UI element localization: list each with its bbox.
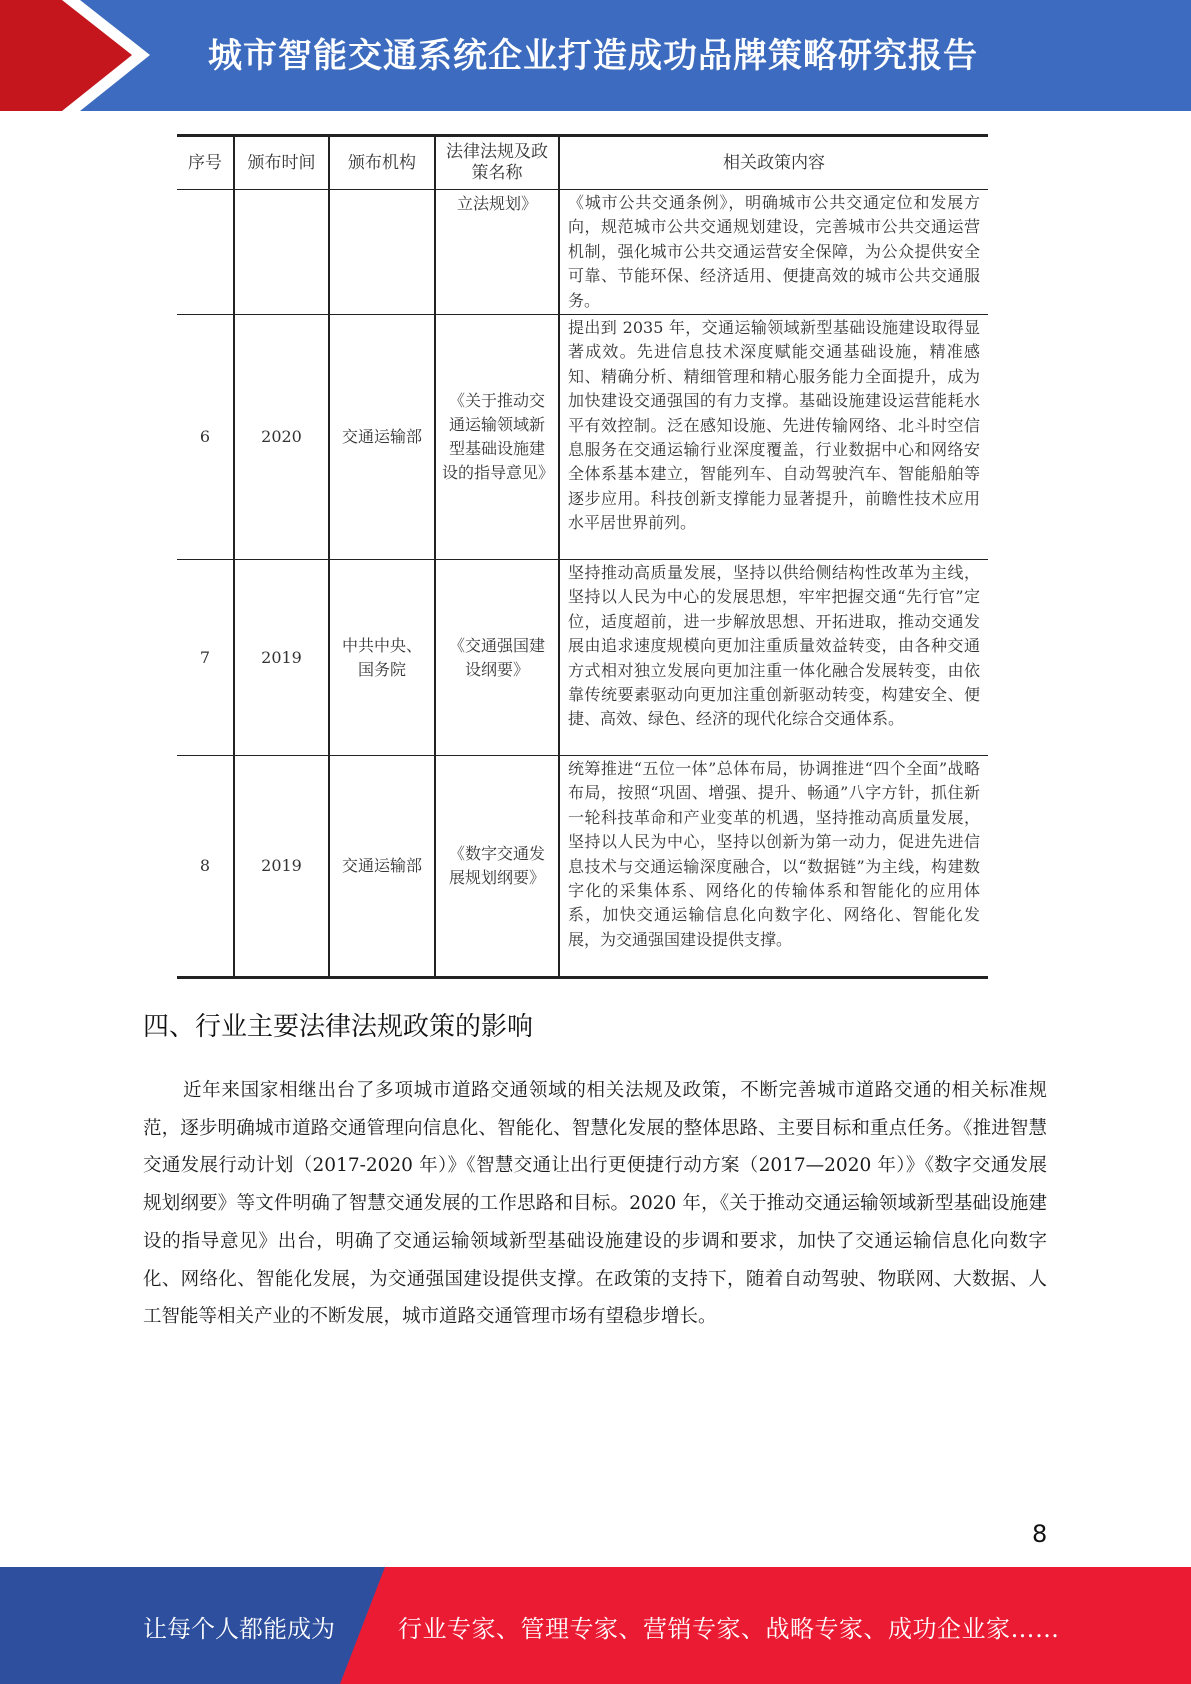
table-header-row bbox=[177, 136, 988, 190]
cell-seq: 6 bbox=[177, 315, 234, 560]
page-number: 8 bbox=[1032, 1520, 1048, 1548]
footer-slogan-right: 行业专家、管理专家、营销专家、战略专家、成功企业家…… bbox=[398, 1615, 1060, 1643]
cell-date: 2020 bbox=[234, 315, 329, 560]
footer-slogan-left: 让每个人都能成为 bbox=[143, 1615, 335, 1643]
cell-name: 《数字交通发展规划纲要》 bbox=[435, 756, 559, 978]
table-row bbox=[177, 315, 988, 560]
cell-content: 统筹推进“五位一体”总体布局，协调推进“四个全面”战略布局，按照“巩固、增强、提升、畅通”八字方针，抓住新一轮科技革命和产业变革的机遇，坚持推动高质量发展，坚持以人民为中心，坚持以创新为第一动力，促进先进信息技术与交通运输深度融合，以“数据链”为主线，构建数字化的采集体系、网络化的传输体系和智能化的应用体系，加快交通运输信息化向数字化、网络化、智能化发展，为交通强国建设提供支撑。 bbox=[559, 756, 988, 978]
policy-table bbox=[177, 134, 988, 979]
cell-content: 提出到 2035 年，交通运输领域新型基础设施建设取得显著成效。先进信息技术深度赋能交通基础设施，精准感知、精确分析、精细管理和精心服务能力全面提升，成为加快建设交通强国的有力支撑。基础设施建设运营能耗水平有效控制。泛在感知设施、先进传输网络、北斗时空信息服务在交通运输行业深度覆盖，行业数据中心和网络安全体系基本建立，智能列车、自动驾驶汽车、智能船舶等逐步应用。科技创新支撑能力显著提升，前瞻性技术应用水平居世界前列。 bbox=[559, 315, 988, 560]
header-date: 颁布时间 bbox=[234, 136, 329, 190]
header-name: 法律法规及政策名称 bbox=[435, 136, 559, 190]
cell-seq bbox=[177, 190, 234, 315]
table-row bbox=[177, 560, 988, 756]
cell-content: 《城市公共交通条例》，明确城市公共交通定位和发展方向，规范城市公共交通规划建设，完善城市公共交通运营机制，强化城市公共交通运营安全保障，为公众提供安全可靠、节能环保、经济适用、便捷高效的城市公共交通服务。 bbox=[559, 190, 988, 315]
cell-date: 2019 bbox=[234, 756, 329, 978]
cell-org: 中共中央、国务院 bbox=[329, 560, 435, 756]
table-row bbox=[177, 756, 988, 978]
header-content: 相关政策内容 bbox=[559, 136, 988, 190]
cell-org bbox=[329, 190, 435, 315]
header-banner bbox=[0, 0, 1191, 111]
header-seq: 序号 bbox=[177, 136, 234, 190]
cell-name: 《交通强国建设纲要》 bbox=[435, 560, 559, 756]
cell-org: 交通运输部 bbox=[329, 315, 435, 560]
section-paragraph: 近年来国家相继出台了多项城市道路交通领域的相关法规及政策，不断完善城市道路交通的相关标准规范，逐步明确城市道路交通管理向信息化、智能化、智慧化发展的整体思路、主要目标和重点任务。《推进智慧交通发展行动计划（2017-2020 年）》《智慧交通让出行更便捷行动方案（2017—2020 年）》《数字交通发展规划纲要》等文件明确了智慧交通发展的工作思路和目标。2020 年，《关于推动交通运输领域新型基础设施建设的指导意见》出台，明确了交通运输领域新型基础设施建设的步调和要求，加快了交通运输信息化向数字化、网络化、智能化发展，为交通强国建设提供支撑。在政策的支持下，随着自动驾驶、物联网、大数据、人工智能等相关产业的不断发展，城市道路交通管理市场有望稳步增长。 bbox=[143, 1080, 1047, 1328]
section-heading: 四、行业主要法律法规政策的影响 bbox=[143, 1012, 534, 1042]
table-row bbox=[177, 190, 988, 315]
footer-banner bbox=[0, 1567, 1191, 1684]
cell-date bbox=[234, 190, 329, 315]
report-title: 城市智能交通系统企业打造成功品牌策略研究报告 bbox=[208, 36, 978, 76]
cell-date: 2019 bbox=[234, 560, 329, 756]
cell-seq: 8 bbox=[177, 756, 234, 978]
header-org: 颁布机构 bbox=[329, 136, 435, 190]
cell-content: 坚持推动高质量发展，坚持以供给侧结构性改革为主线，坚持以人民为中心的发展思想，牢牢把握交通“先行官”定位，适度超前，进一步解放思想、开拓进取，推动交通发展由追求速度规模向更加注重质量效益转变，由各种交通方式相对独立发展向更加注重一体化融合发展转变，由依靠传统要素驱动向更加注重创新驱动转变，构建安全、便捷、高效、绿色、经济的现代化综合交通体系。 bbox=[559, 560, 988, 756]
cell-name: 立法规划》 bbox=[435, 190, 559, 315]
cell-name: 《关于推动交通运输领域新型基础设施建设的指导意见》 bbox=[435, 315, 559, 560]
cell-seq: 7 bbox=[177, 560, 234, 756]
header-chevron-icon bbox=[0, 0, 132, 111]
cell-org: 交通运输部 bbox=[329, 756, 435, 978]
